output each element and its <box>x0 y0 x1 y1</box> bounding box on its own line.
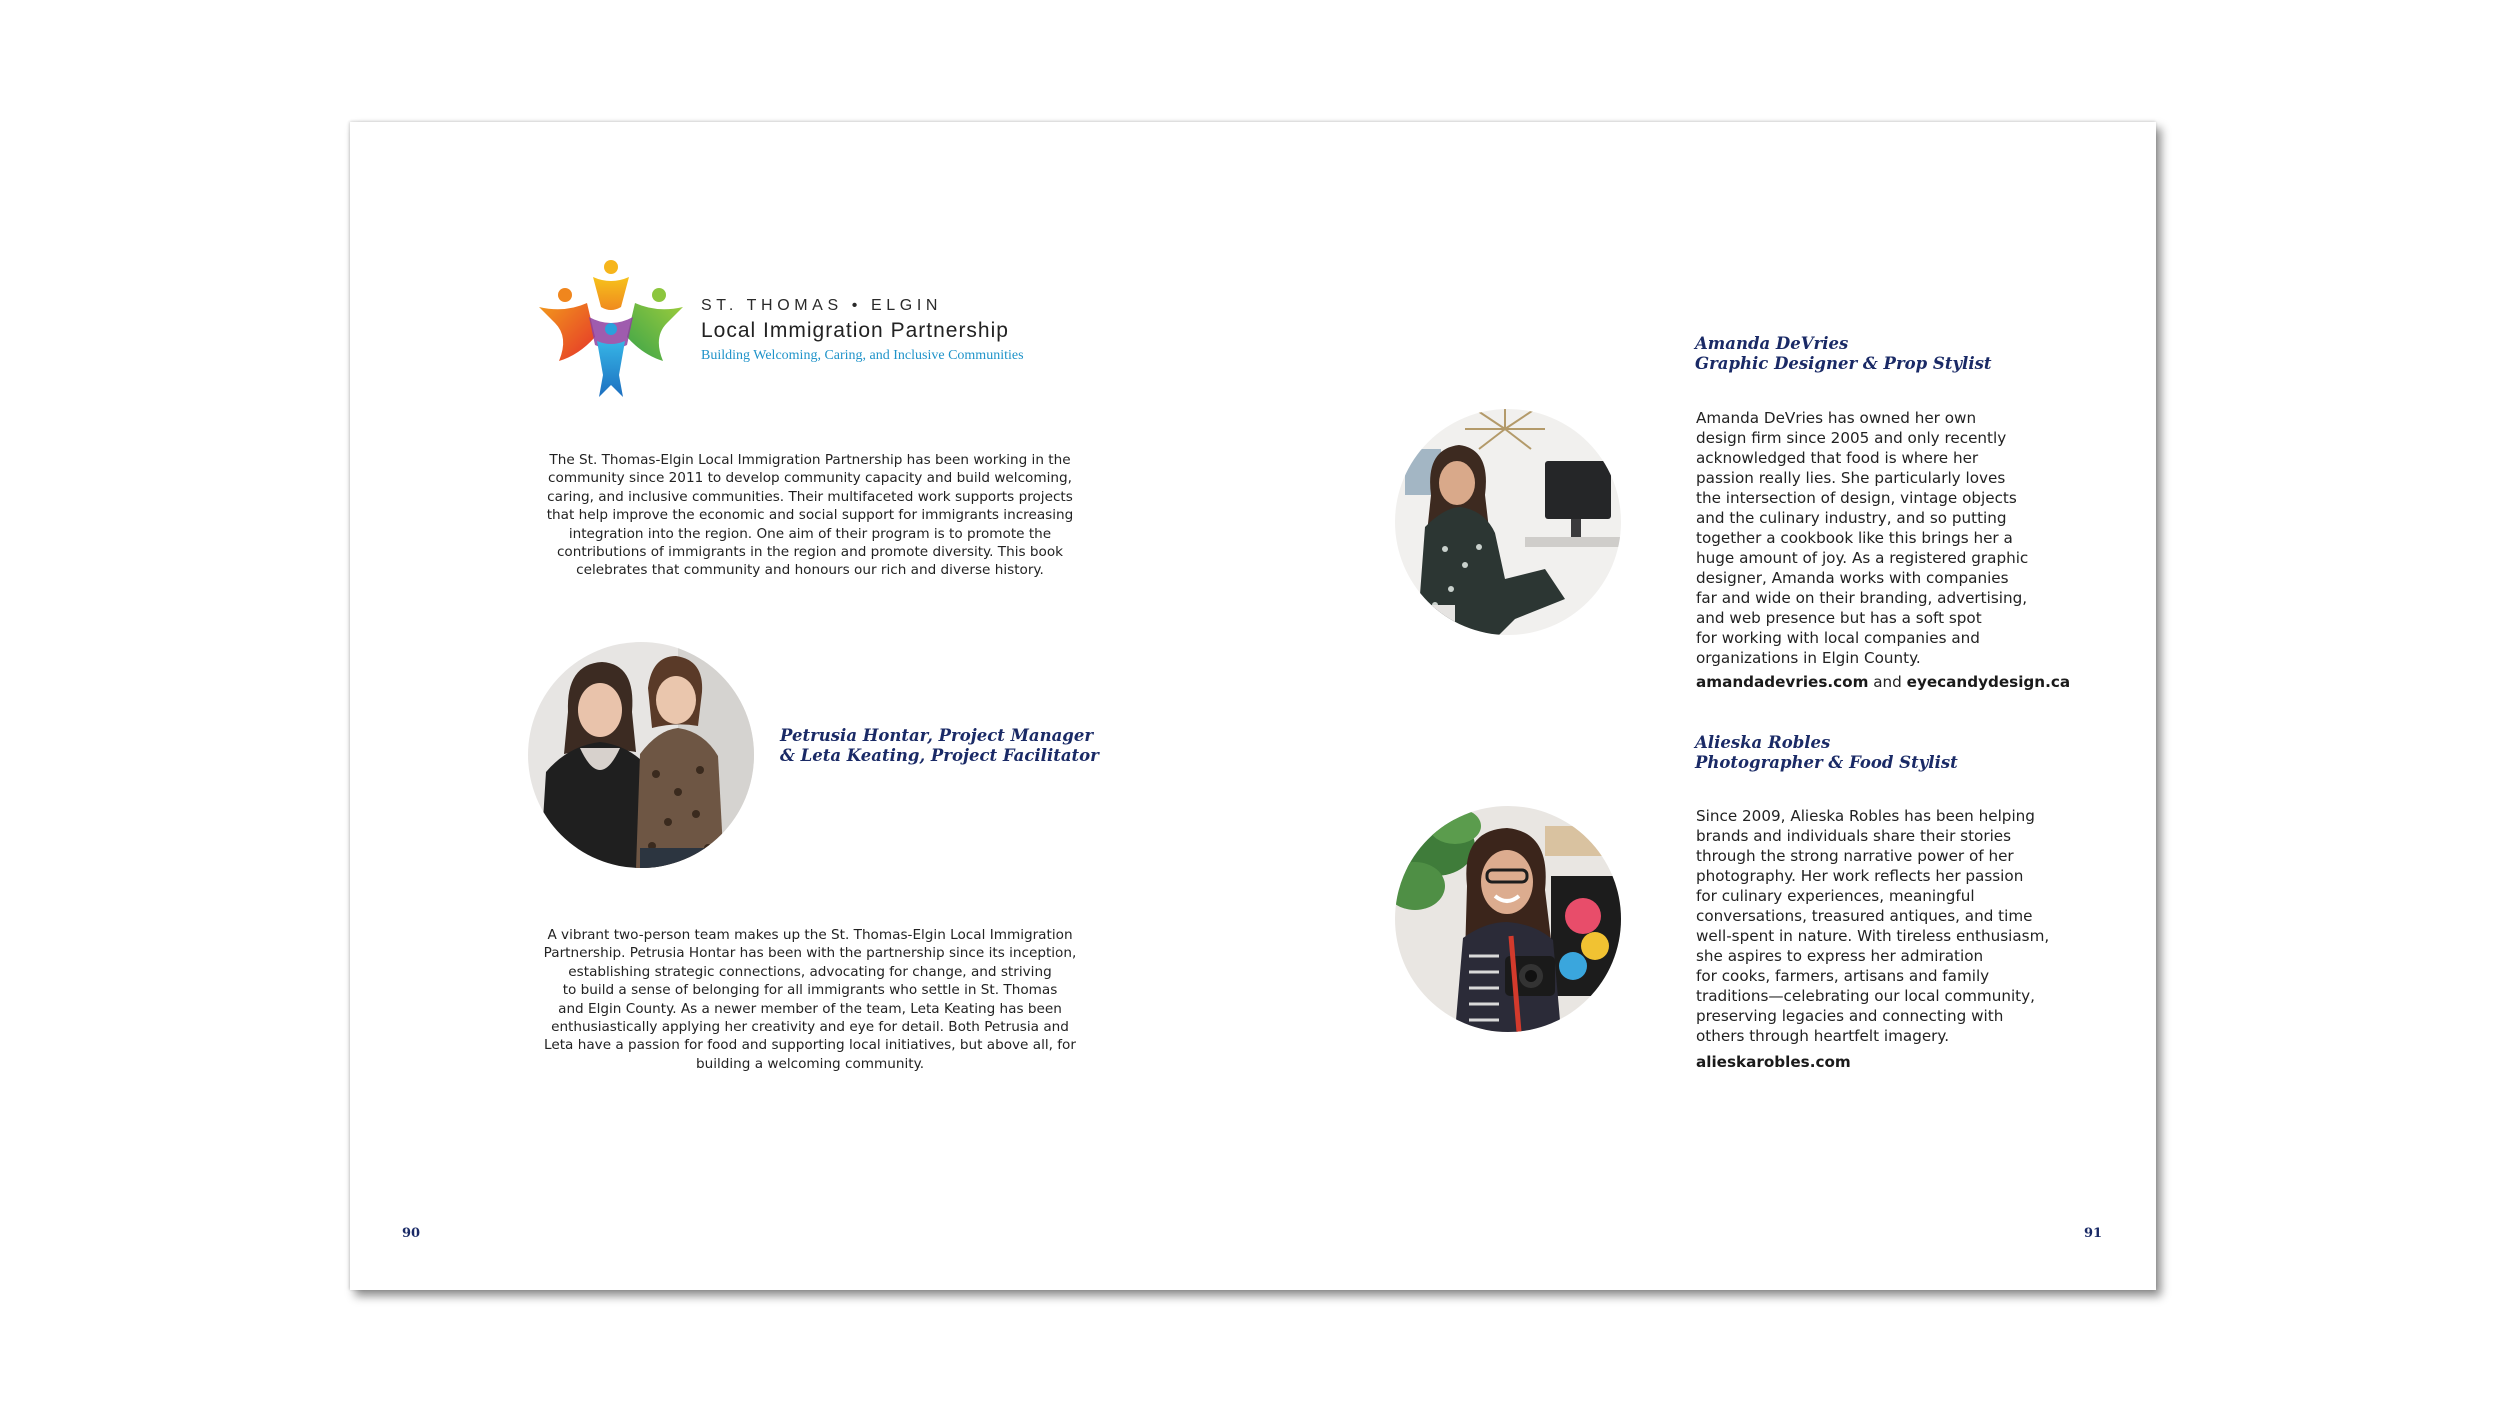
amanda-line: far and wide on their branding, advertising, <box>1696 589 2028 607</box>
amanda-line: together a cookbook like this brings her a <box>1696 529 2013 547</box>
team-line: and Elgin County. As a newer member of the team, Leta Keating has been <box>558 1000 1062 1017</box>
alieska-bio <box>1696 806 2056 1046</box>
team-line: building a welcoming community. <box>695 1055 925 1072</box>
amanda-line: Amanda DeVries has owned her own <box>1696 409 1977 427</box>
intro-line: caring, and inclusive communities. Their multifaceted work supports projects <box>547 488 1073 505</box>
alieska-line: others through heartfelt imagery. <box>1696 1027 1950 1045</box>
team-line: A vibrant two-person team makes up the St. Thomas-Elgin Local Immigration <box>547 927 1073 943</box>
amanda-line: the intersection of design, vintage objects <box>1696 489 2017 507</box>
alieska-line: conversations, treasured antiques, and time <box>1696 907 2033 925</box>
amanda-bio <box>1696 408 2056 668</box>
team-line: Partnership. Petrusia Hontar has been with the partnership since its inception, <box>543 945 1077 962</box>
link-joiner: and <box>1873 673 1902 691</box>
team-line: enthusiastically applying her creativity and eye for detail. Both Petrusia and <box>551 1019 1069 1036</box>
amanda-line: huge amount of joy. As a registered graphic <box>1696 549 2029 567</box>
amanda-line: passion really lies. She particularly loves <box>1696 469 2006 487</box>
alieska-line: preserving legacies and connecting with <box>1696 1007 2004 1025</box>
intro-line: celebrates that community and honours our rich and diverse history. <box>576 562 1044 579</box>
alieska-line: well-spent in nature. With tireless enthusiasm, <box>1696 927 2050 945</box>
team-photo <box>528 642 754 868</box>
alieska-website-link[interactable]: alieskarobles.com <box>1696 1053 1851 1071</box>
intro-line: community since 2011 to develop community capacity and build welcoming, <box>548 470 1072 487</box>
alieska-photo <box>1395 806 1621 1032</box>
amanda-line: and the culinary industry, and so putting <box>1696 509 2007 527</box>
intro-paragraph <box>530 451 1090 580</box>
eyecandy-website-link[interactable]: eyecandydesign.ca <box>1906 673 2071 691</box>
intro-line: The St. Thomas-Elgin Local Immigration Partnership has been working in the <box>549 452 1071 468</box>
logo-tagline: Building Welcoming, Caring, and Inclusive Communities <box>701 348 1024 363</box>
amanda-line: for working with local companies and <box>1696 629 1980 647</box>
amanda-website-link[interactable]: amandadevries.com <box>1696 673 1869 691</box>
alieska-line: photography. Her work reflects her passion <box>1696 867 2024 885</box>
alieska-line: for culinary experiences, meaningful <box>1696 887 1975 905</box>
logo-org-name: Local Immigration Partnership <box>701 319 1009 342</box>
amanda-line: acknowledged that food is where her <box>1696 449 1979 467</box>
intro-line: that help improve the economic and social support for immigrants increasing <box>546 507 1074 524</box>
amanda-links <box>1696 673 2070 691</box>
alieska-line: she aspires to express her admiration <box>1696 947 1984 965</box>
page-number-left: 90 <box>402 1226 421 1241</box>
team-line: establishing strategic connections, advocating for change, and striving <box>568 963 1052 980</box>
amanda-line: design firm since 2005 and only recently <box>1696 429 2007 447</box>
alieska-line: for cooks, farmers, artisans and family <box>1696 967 1990 985</box>
people-logo-icon <box>535 257 687 397</box>
team-paragraph <box>530 926 1090 1073</box>
amanda-heading: Amanda DeVries Graphic Designer & Prop Stylist <box>1695 334 1992 373</box>
alieska-line: traditions—celebrating our local community, <box>1696 987 2035 1005</box>
alieska-heading: Alieska Robles Photographer & Food Stylist <box>1695 733 1958 772</box>
page-number-right: 91 <box>2084 1226 2103 1241</box>
alieska-line: through the strong narrative power of her <box>1696 847 2014 865</box>
team-heading: Petrusia Hontar, Project Manager & Leta Keating, Project Facilitator <box>780 726 1099 765</box>
amanda-line: designer, Amanda works with companies <box>1696 569 2009 587</box>
amanda-photo <box>1395 409 1621 635</box>
team-line: Leta have a passion for food and supporting local initiatives, but above all, for <box>544 1037 1076 1054</box>
lip-logo <box>535 257 1080 397</box>
logo-location: ST. THOMAS • ELGIN <box>701 297 943 314</box>
intro-line: contributions of immigrants in the region and promote diversity. This book <box>556 544 1064 561</box>
alieska-line: Since 2009, Alieska Robles has been helping <box>1696 807 2035 825</box>
amanda-line: and web presence but has a soft spot <box>1696 609 1982 627</box>
alieska-links <box>1696 1053 1851 1071</box>
team-line: to build a sense of belonging for all immigrants who settle in St. Thomas <box>562 982 1058 999</box>
amanda-line: organizations in Elgin County. <box>1696 649 1921 667</box>
alieska-line: brands and individuals share their stories <box>1696 827 2012 845</box>
intro-line: integration into the region. One aim of their program is to promote the <box>568 525 1052 542</box>
